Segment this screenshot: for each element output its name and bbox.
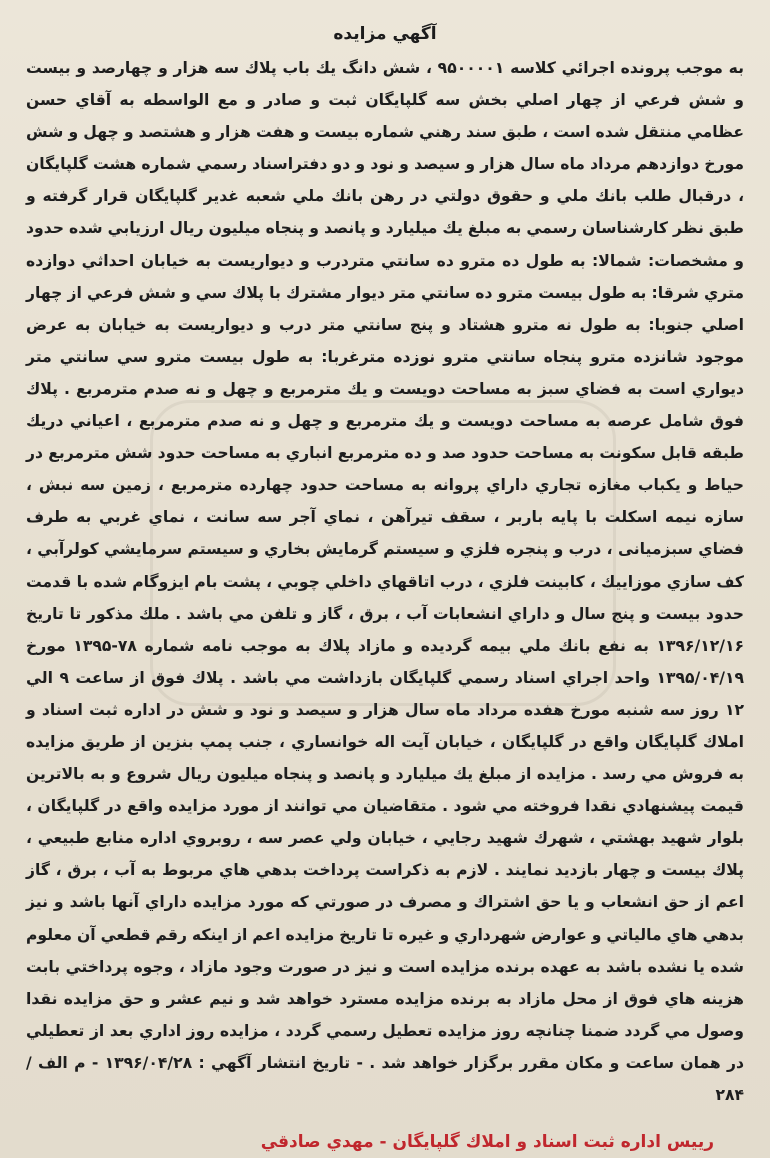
notice-signature: رييس اداره ثبت اسناد و املاك گلپايگان - مهدي صادقي	[260, 1132, 714, 1153]
notice-title: آگهي مزايده	[333, 24, 437, 44]
notice-body: به موجب پرونده اجرائي كلاسه ۹۵۰۰۰۰۱ ، شش دانگ يك باب پلاك سه هزار و چهارصد و بيست و شش فرعي از چهار اصلي بخش سه گلپايگان ثبت و صادر و مع الواسطه به آقاي حسن عظامي منتقل شده است ، طبق سند رهني شماره بيست و هفت هزار و هشتصد و چهل و شش مورخ دوازدهم مرداد ماه سال هزار و سيصد و نود و دو دفتراسناد رسمي شماره هشت گلپايگان ، درقبال طلب بانك ملي و حقوق دولتي در رهن بانك ملي شعبه غدير گلپايگان قرار گرفته و طبق نظر كارشناسان رسمي به مبلغ يك ميليارد و پانصد و پنجاه ميليون ريال ارزيابي شده حدود و مشخصات: شمالا: به طول ده مترو ده سانتي متردرب و ديواريست به خيابان احداثي دوازده متري شرقا: به طول بيست مترو ده سانتي متر ديوار مشترك با پلاك سي و شش فرعي از چهار اصلي جنوبا: به طول نه مترو هشتاد و پنج سانتي متر درب و ديواريست به خيابان به عرض موجود شانزده مترو پنجاه سانتي مترو نوزده مترغربا: به طول بيست مترو سي سانتي متر ديواري است به فضاي سبز به مساحت دويست و يك مترمربع و چهل و نه صدم مترمربع . پلاك فوق شامل عرصه به مساحت دويست و يك مترمربع و چهل و نه صدم مترمربع ، اعياني دريك طبقه قابل سكونت به مساحت حدود صد و ده مترمربع انباري به مساحت حدود شش مترمربع در حياط و يكباب مغازه تجاري داراي پروانه به مساحت حدود چهارده مترمربع ، زمين سه نبش ، سازه نيمه اسكلت با پايه باربر ، سقف تيرآهن ، نماي آجر سه سانت ، نماي غربي به طرف فضاي سبزميانی ، درب و پنجره فلزي و سيستم گرمايش بخاري و سيستم سرمايشي كولرآبي ، كف سازي موزاييك ، كابينت فلزي ، درب اتاقهاي داخلي چوبي ، پشت بام ايزوگام شده با قدمت حدود بيست و پنج سال و داراي انشعابات آب ، برق ، گاز و تلفن مي باشد . ملك مذكور تا تاريخ ۱۳۹۶/۱۲/۱۶ به نفع بانك ملي بيمه گرديده و مازاد پلاك به موجب نامه شماره ۷۸-۱۳۹۵ مورخ ۱۳۹۵/۰۴/۱۹ واحد اجراي اسناد رسمي گلپايگان بازداشت مي باشد . پلاك فوق از ساعت ۹ الي ۱۲ روز سه شنبه مورخ هفده مرداد ماه سال هزار و سيصد و نود و شش در اداره ثبت اسناد و املاك گلپايگان واقع در گلپايگان ، خيابان آيت اله خوانساري ، جنب پمپ بنزين از طريق مزايده به فروش مي رسد . مزايده از مبلغ يك ميليارد و پانصد و پنجاه ميليون ريال شروع و به بالاترين قيمت پيشنهادي نقدا فروخته مي شود . متقاضيان مي توانند از مورد مزايده واقع در گلپايگان ، بلوار شهيد بهشتي ، شهرك شهيد رجايي ، خيابان ولي عصر سه ، روبروي اداره منابع طبيعي ، پلاك بيست و چهار بازديد نمايند . لازم به ذكراست پرداخت بدهي هاي مربوط به آب ، برق ، گاز اعم از حق انشعاب و يا حق اشتراك و مصرف در صورتي كه مورد مزايده داراي آنها باشد و نيز بدهي هاي مالياتي و عوارض شهرداري و غيره تا تاريخ مزايده اعم از اينكه رقم قطعي آن معلوم شده يا نشده باشد به عهده برنده مزايده است و نيز در صورت وجود مازاد ، وجوه پرداختي بابت هزينه هاي فوق از محل مازاد به برنده مزايده مسترد خواهد شد و نيم عشر و حق مزايده نقدا وصول مي گردد ضمنا چنانچه روز مزايده تعطيل رسمي گردد ، مزايده روز اداري بعد از تعطيلي در همان ساعت و مكان مقرر برگزار خواهد شد . - تاريخ انتشار آگهي : ۱۳۹۶/۰۴/۲۸ - م الف / ۲۸۴	[26, 59, 745, 1104]
